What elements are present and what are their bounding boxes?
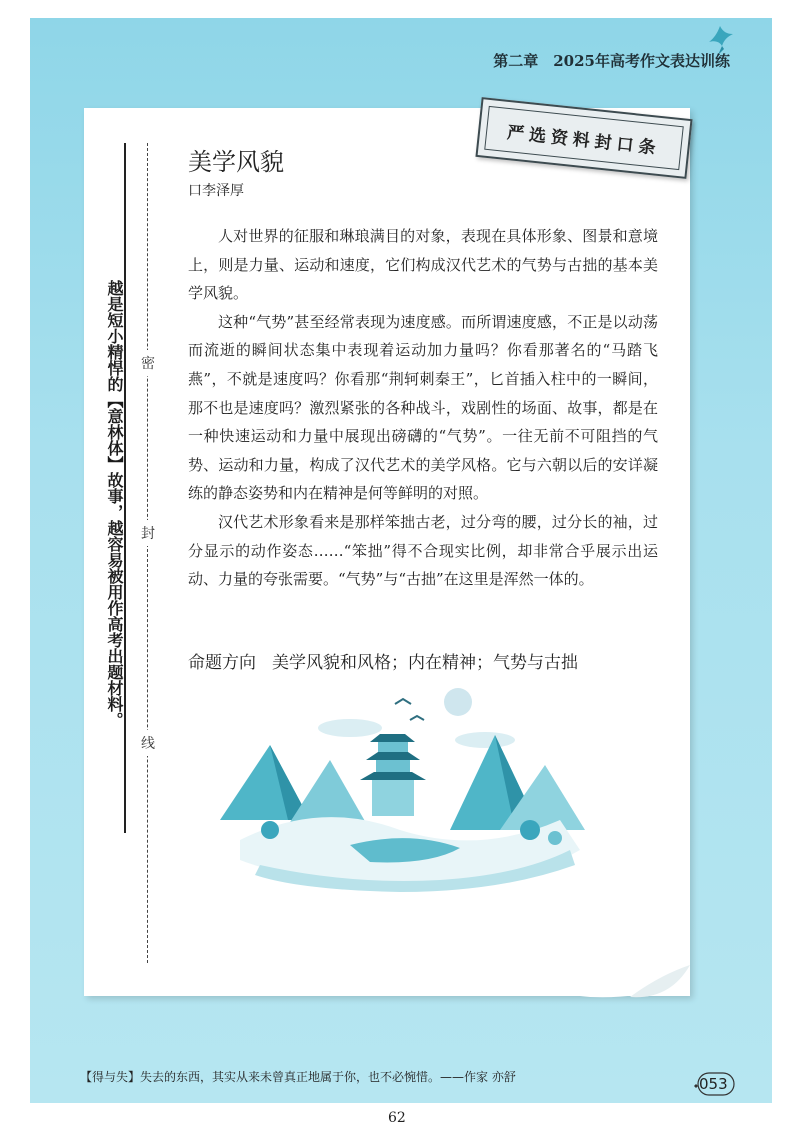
proposition-text: 美学风貌和风格；内在精神；气势与古拙: [272, 653, 578, 673]
side-rule: [124, 143, 126, 833]
paragraph: 汉代艺术形象看来是那样笨拙古老，过分弯的腰，过分长的袖，过分显示的动作姿态……“笨拙”得不合现实比例，却非常合乎展示出运动、力量的夸张需要。“气势”与“古拙”在这里是浑然一体的。: [188, 512, 658, 589]
chapter-header: 第二章 2025年高考作文表达训练: [493, 52, 730, 70]
seal-text: 严选资料封口条: [484, 106, 684, 170]
page-badge-number: 053: [699, 1075, 728, 1093]
cut-mark-feng: 封: [140, 520, 156, 546]
footer-quote: [80, 1068, 516, 1085]
side-note: 越是短小精悍的【意林体】故事，越容易被用作高考出题材料。: [105, 280, 124, 728]
page-curl: [570, 905, 700, 1005]
paragraph: 这种“气势”甚至经常表现为速度感。而所谓速度感，不正是以动荡而流逝的瞬间状态集中表现着运动加力量吗？你看那著名的“马踏飞燕”，不就是速度吗？你看那“荆轲刺秦王”，匕首插入柱中的一瞬间，那不也是速度吗？激烈紧张的各种战斗，戏剧性的场面、故事，都是在一种快速运动和力量中展现出磅礴的“气势”。一往无前不可阻挡的气势、运动和力量，构成了汉代艺术的美学风格。它与六朝以后的安详凝练的静态姿势和内在精神是何等鲜明的对照。: [188, 312, 658, 503]
article-title: 美学风貌: [188, 148, 284, 176]
paragraph: 人对世界的征服和琳琅满目的对象，表现在具体形象、图景和意境上，则是力量、运动和速度，它们构成汉代艺术的气势与古拙的基本美学风貌。: [188, 227, 658, 303]
cut-mark-xian: 线: [140, 730, 156, 756]
article-author: 口李泽厚: [188, 183, 244, 199]
article-body: [188, 222, 658, 594]
proposition-line: [188, 648, 578, 673]
proposition-label: 命题方向: [188, 653, 256, 673]
cut-mark-mi: 密: [140, 350, 156, 376]
quote-tag: 【得与失】: [80, 1070, 141, 1084]
page-number: 62: [388, 1110, 406, 1126]
cut-line: [147, 143, 148, 963]
landscape-illustration: [200, 680, 600, 895]
quote-text: 失去的东西，其实从来未曾真正地属于你，也不必惋惜。——作家 亦舒: [140, 1070, 516, 1084]
